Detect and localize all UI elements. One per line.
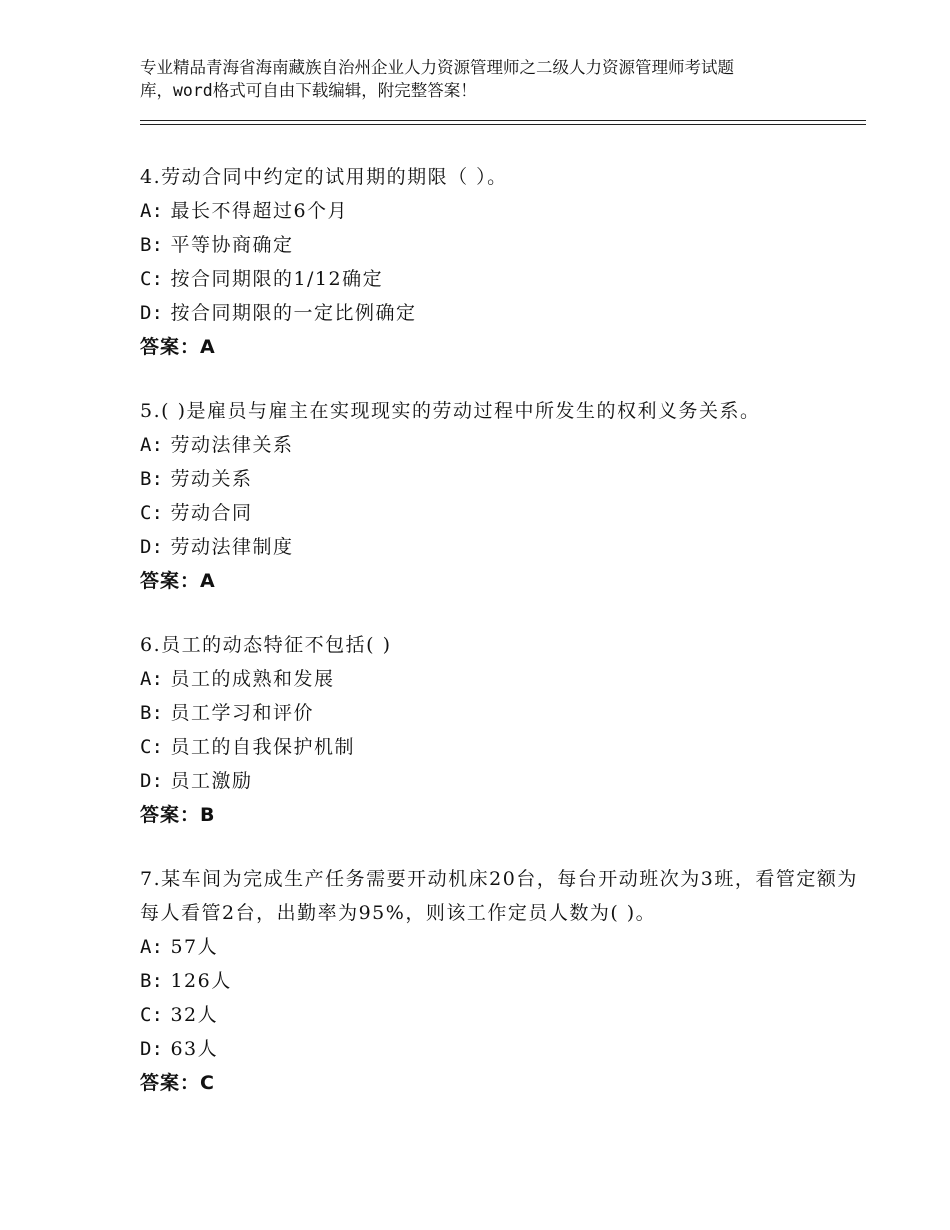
header-title-line-1: 专业精品青海省海南藏族自治州企业人力资源管理师之二级人力资源管理师考试题: [140, 58, 734, 77]
option-text: 57人: [170, 936, 219, 958]
option-text: 劳动法律制度: [170, 536, 294, 558]
header-title-line-2: 库，word格式可自由下载编辑，附完整答案！: [140, 81, 477, 100]
option-text: 126人: [170, 970, 232, 992]
option-a: [140, 194, 870, 228]
option-text: 员工激励: [170, 770, 253, 792]
option-letter: D:: [140, 536, 163, 558]
option-text: 劳动合同: [170, 502, 253, 524]
option-c: [140, 262, 870, 296]
option-a: [140, 930, 870, 964]
option-d: [140, 530, 870, 564]
question-stem: 7.某车间为完成生产任务需要开动机床20台，每台开动班次为3班，看管定额为每人看管2台，出勤率为95%，则该工作定员人数为( )。: [140, 868, 858, 924]
option-letter: C:: [140, 268, 163, 290]
option-text: 员工学习和评价: [170, 702, 314, 724]
document-header: [140, 56, 830, 102]
option-a: [140, 428, 870, 462]
option-c: [140, 730, 870, 764]
option-letter: A:: [140, 668, 163, 690]
option-letter: B:: [140, 468, 163, 490]
answer-line: 答案：B: [140, 804, 216, 826]
option-letter: C:: [140, 502, 163, 524]
option-d: [140, 1032, 870, 1066]
option-b: [140, 964, 870, 998]
question-5: [140, 394, 870, 598]
option-c: [140, 998, 870, 1032]
option-letter: A:: [140, 936, 163, 958]
option-d: [140, 764, 870, 798]
option-text: 员工的成熟和发展: [170, 668, 335, 690]
question-7: [140, 862, 870, 1100]
option-letter: D:: [140, 302, 163, 324]
option-letter: B:: [140, 702, 163, 724]
answer-line: 答案：A: [140, 336, 216, 358]
option-text: 63人: [170, 1038, 219, 1060]
option-d: [140, 296, 870, 330]
option-text: 32人: [170, 1004, 219, 1026]
option-letter: C:: [140, 736, 163, 758]
question-stem: 5.( )是雇员与雇主在实现现实的劳动过程中所发生的权利义务关系。: [140, 400, 761, 422]
option-text: 按合同期限的一定比例确定: [170, 302, 417, 324]
question-stem: 6.员工的动态特征不包括( ): [140, 634, 392, 656]
option-text: 最长不得超过6个月: [170, 200, 349, 222]
question-stem: 4.劳动合同中约定的试用期的期限（ ）。: [140, 166, 508, 188]
option-b: [140, 696, 870, 730]
question-4: [140, 160, 870, 364]
option-text: 按合同期限的1/12确定: [170, 268, 384, 290]
question-6: [140, 628, 870, 832]
option-a: [140, 662, 870, 696]
option-text: 劳动关系: [170, 468, 253, 490]
answer-line: 答案：C: [140, 1072, 215, 1094]
option-text: 员工的自我保护机制: [170, 736, 355, 758]
option-letter: B:: [140, 234, 163, 256]
option-letter: B:: [140, 970, 163, 992]
option-letter: A:: [140, 434, 163, 456]
option-b: [140, 228, 870, 262]
option-b: [140, 462, 870, 496]
answer-line: 答案：A: [140, 570, 216, 592]
option-letter: A:: [140, 200, 163, 222]
option-letter: D:: [140, 1038, 163, 1060]
option-c: [140, 496, 870, 530]
header-divider-top: [140, 120, 866, 121]
option-text: 平等协商确定: [170, 234, 294, 256]
header-divider-bottom: [140, 124, 866, 125]
question-list: [140, 160, 870, 1130]
option-text: 劳动法律关系: [170, 434, 294, 456]
option-letter: D:: [140, 770, 163, 792]
option-letter: C:: [140, 1004, 163, 1026]
